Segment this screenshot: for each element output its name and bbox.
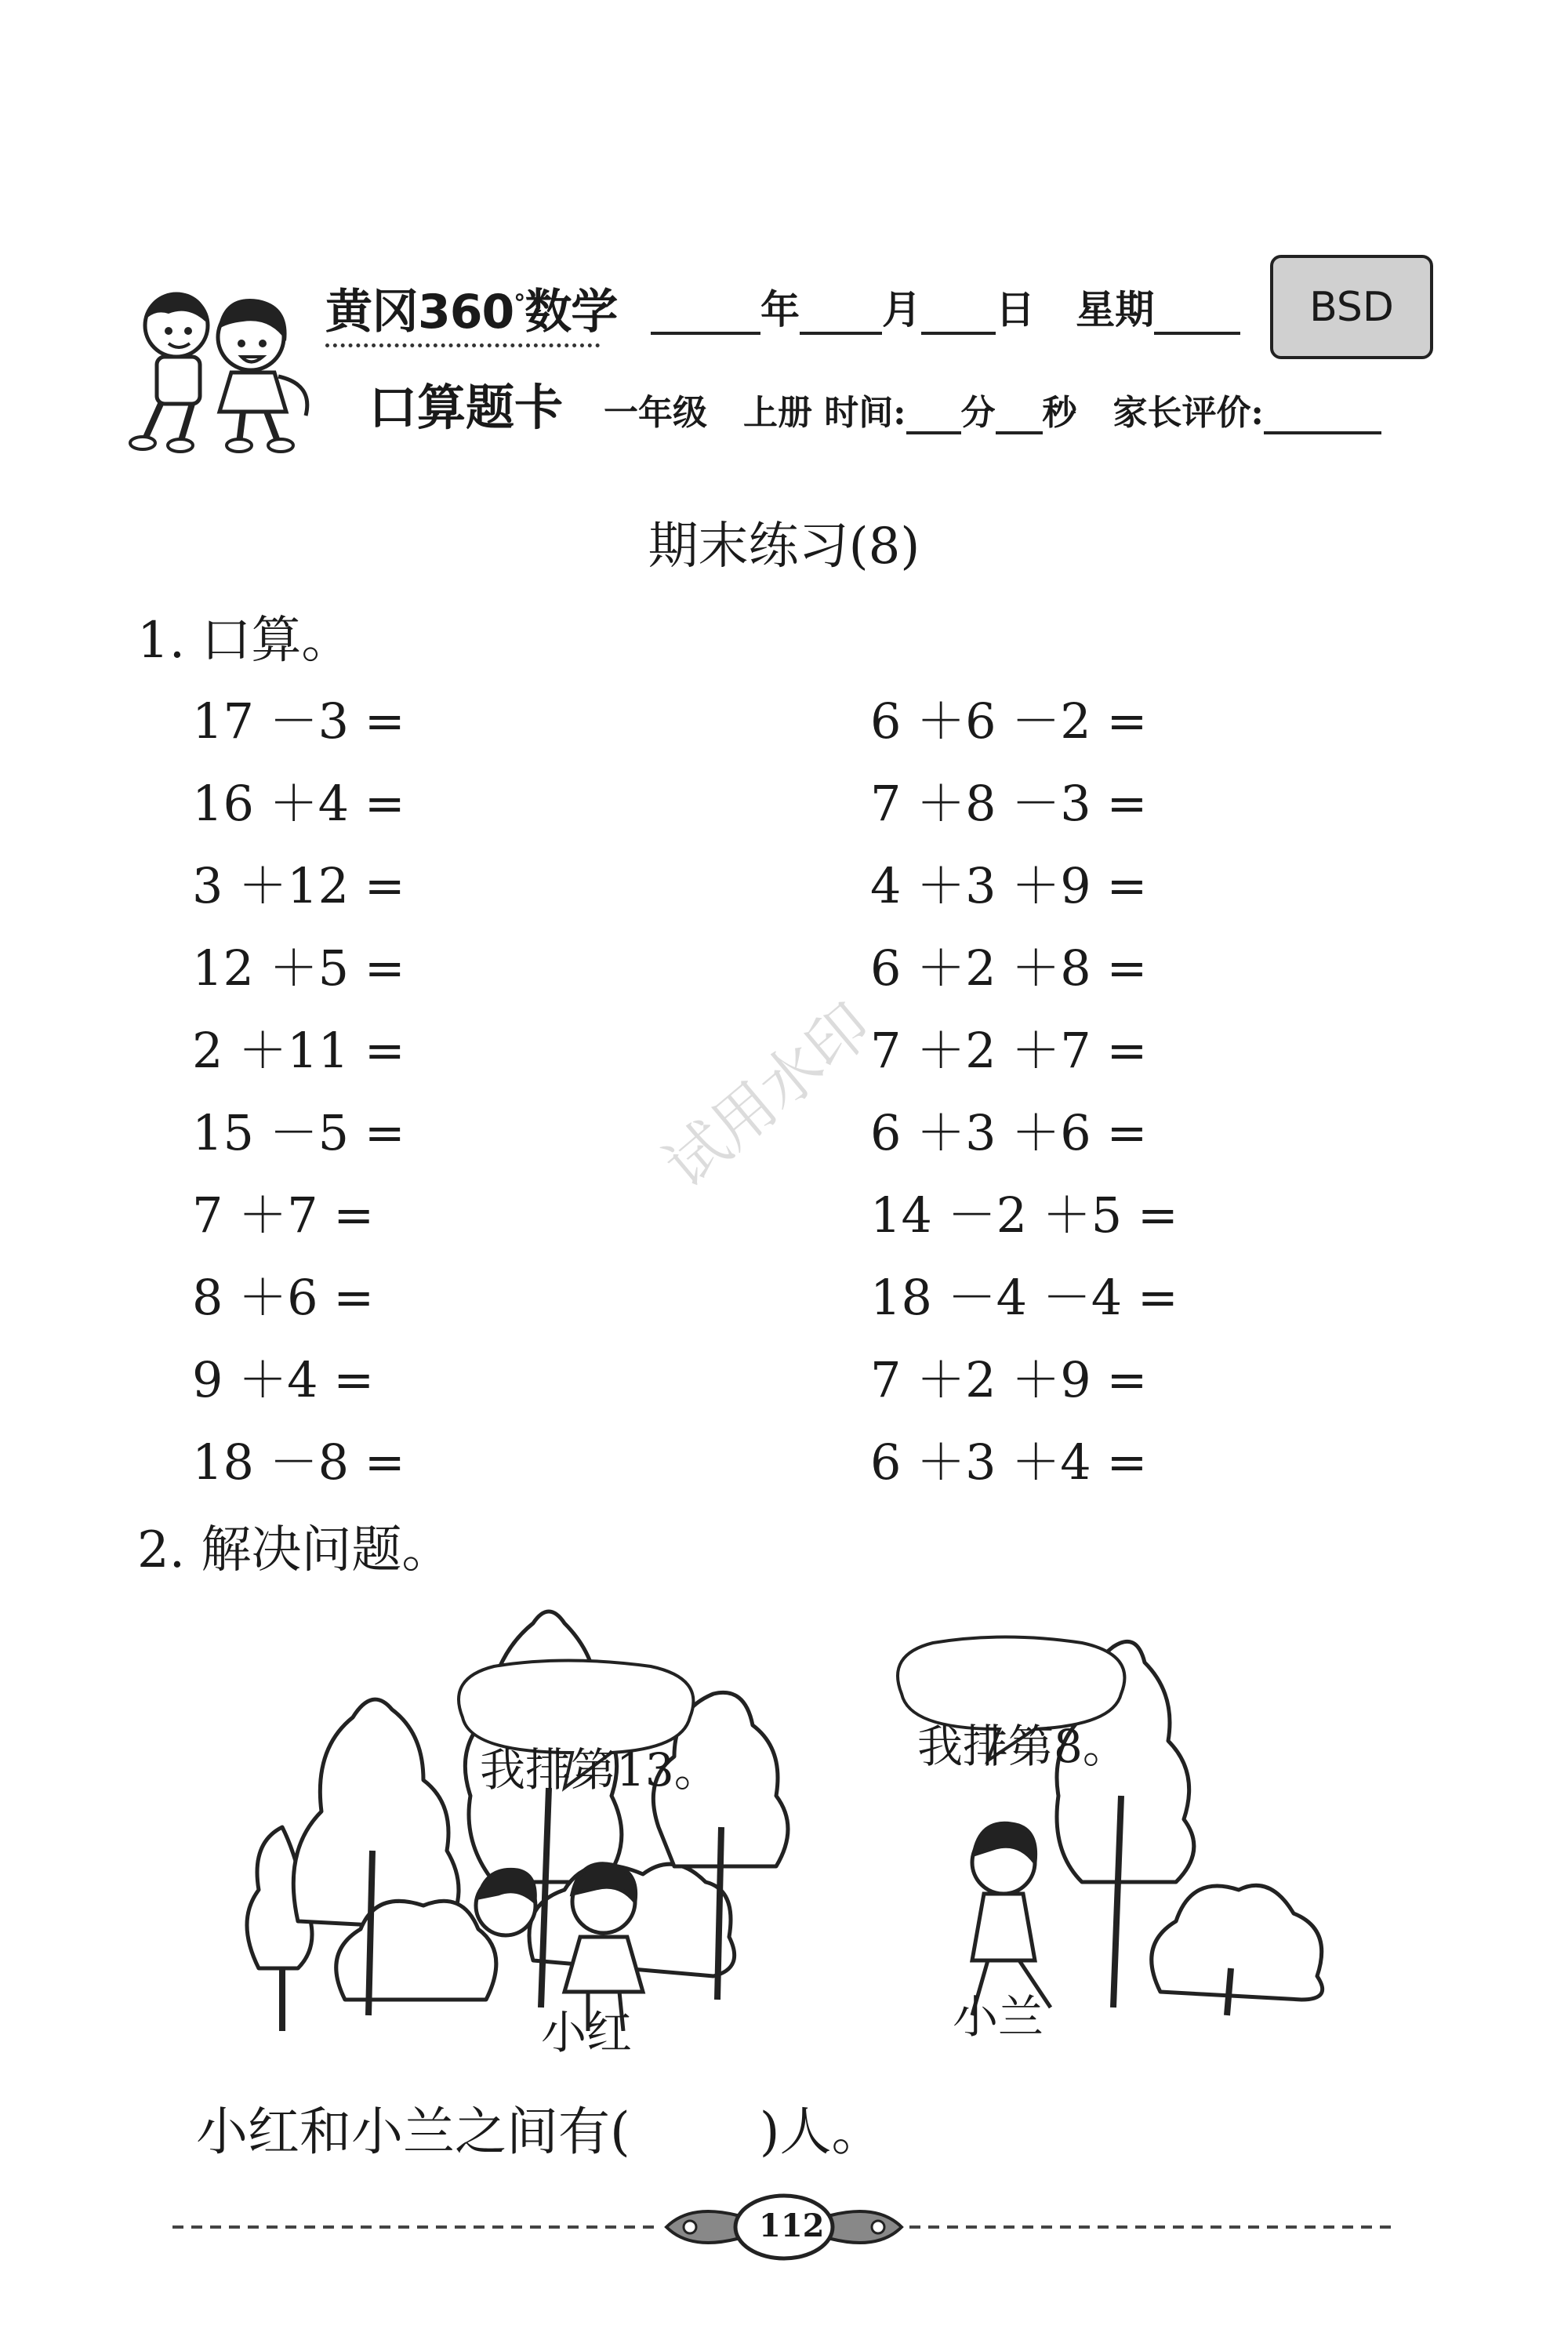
brand-title [325, 274, 617, 342]
forest-scene-illustration [235, 1592, 1380, 2031]
volume-label: 上册 [742, 393, 812, 433]
month-blank[interactable] [800, 292, 882, 335]
problem-right-6: 6 ＋3 ＋6 = [870, 1104, 1148, 1161]
problem-left-1: 17 －3 = [192, 692, 405, 750]
brand-subtitle: 口算题卡 [368, 379, 564, 436]
info-line [604, 384, 1381, 434]
brand-divider [325, 343, 600, 347]
problem-right-4: 6 ＋2 ＋8 = [870, 939, 1148, 997]
seconds-blank[interactable] [996, 397, 1043, 434]
name-label-xiaolan: 小兰 [953, 1990, 1044, 2044]
question-2-heading: 2. 解决问题。 [137, 1521, 452, 1579]
problem-right-7: 14 －2 ＋5 = [870, 1186, 1178, 1244]
year-label: 年 [760, 286, 800, 332]
problem-right-1: 6 ＋6 －2 = [870, 692, 1148, 750]
day-blank[interactable] [921, 292, 996, 335]
problem-right-10: 6 ＋3 ＋4 = [870, 1433, 1148, 1491]
year-blank[interactable] [651, 292, 760, 335]
brand-degree: ° [514, 290, 525, 318]
problem-right-9: 7 ＋2 ＋9 = [870, 1351, 1148, 1408]
weekday-label: 星期 [1076, 286, 1155, 332]
seconds-label: 秒 [1042, 393, 1077, 433]
weekday-blank[interactable] [1154, 292, 1240, 335]
date-line [651, 278, 1240, 335]
answer-suffix: )人。 [759, 2102, 884, 2162]
problem-right-2: 7 ＋8 －3 = [870, 775, 1148, 832]
problem-left-8: 8 ＋6 = [192, 1269, 375, 1326]
brand-name: 黄冈360 [325, 285, 514, 340]
parent-eval-blank[interactable] [1264, 397, 1381, 434]
grade-label: 一年级 [604, 393, 707, 433]
problem-right-8: 18 －4 －4 = [870, 1269, 1178, 1326]
problem-left-6: 15 －5 = [192, 1104, 405, 1161]
minutes-blank[interactable] [906, 397, 961, 434]
month-label: 月 [882, 286, 921, 332]
problem-right-3: 4 ＋3 ＋9 = [870, 857, 1148, 914]
cartoon-kids-logo [125, 282, 329, 455]
problem-left-4: 12 ＋5 = [192, 939, 405, 997]
speech-bubble-left: 我排第13。 [480, 1743, 720, 1797]
question-1-heading: 1. 口算。 [137, 612, 352, 670]
edition-badge: BSD [1270, 255, 1433, 359]
day-label: 日 [996, 286, 1035, 332]
answer-sentence [196, 2090, 884, 2164]
page-number: 112 [759, 2207, 825, 2244]
section-title: 期末练习(8) [648, 518, 920, 576]
time-label: 时间: [824, 393, 906, 433]
watermark: 试用水印 [652, 990, 885, 1202]
speech-bubble-right: 我排第8。 [917, 1720, 1128, 1773]
problem-right-5: 7 ＋2 ＋7 = [870, 1022, 1148, 1079]
problem-left-9: 9 ＋4 = [192, 1351, 375, 1408]
name-label-xiaohong: 小红 [541, 2006, 633, 2059]
problem-left-3: 3 ＋12 = [192, 857, 405, 914]
parent-eval-label: 家长评价: [1112, 393, 1264, 433]
problem-left-5: 2 ＋11 = [192, 1022, 405, 1079]
answer-prefix: 小红和小兰之间有( [196, 2102, 630, 2162]
problem-left-7: 7 ＋7 = [192, 1186, 375, 1244]
problem-left-2: 16 ＋4 = [192, 775, 405, 832]
problem-left-10: 18 －8 = [192, 1433, 405, 1491]
minutes-label: 分 [960, 393, 996, 433]
brand-subject: 数学 [524, 285, 618, 340]
